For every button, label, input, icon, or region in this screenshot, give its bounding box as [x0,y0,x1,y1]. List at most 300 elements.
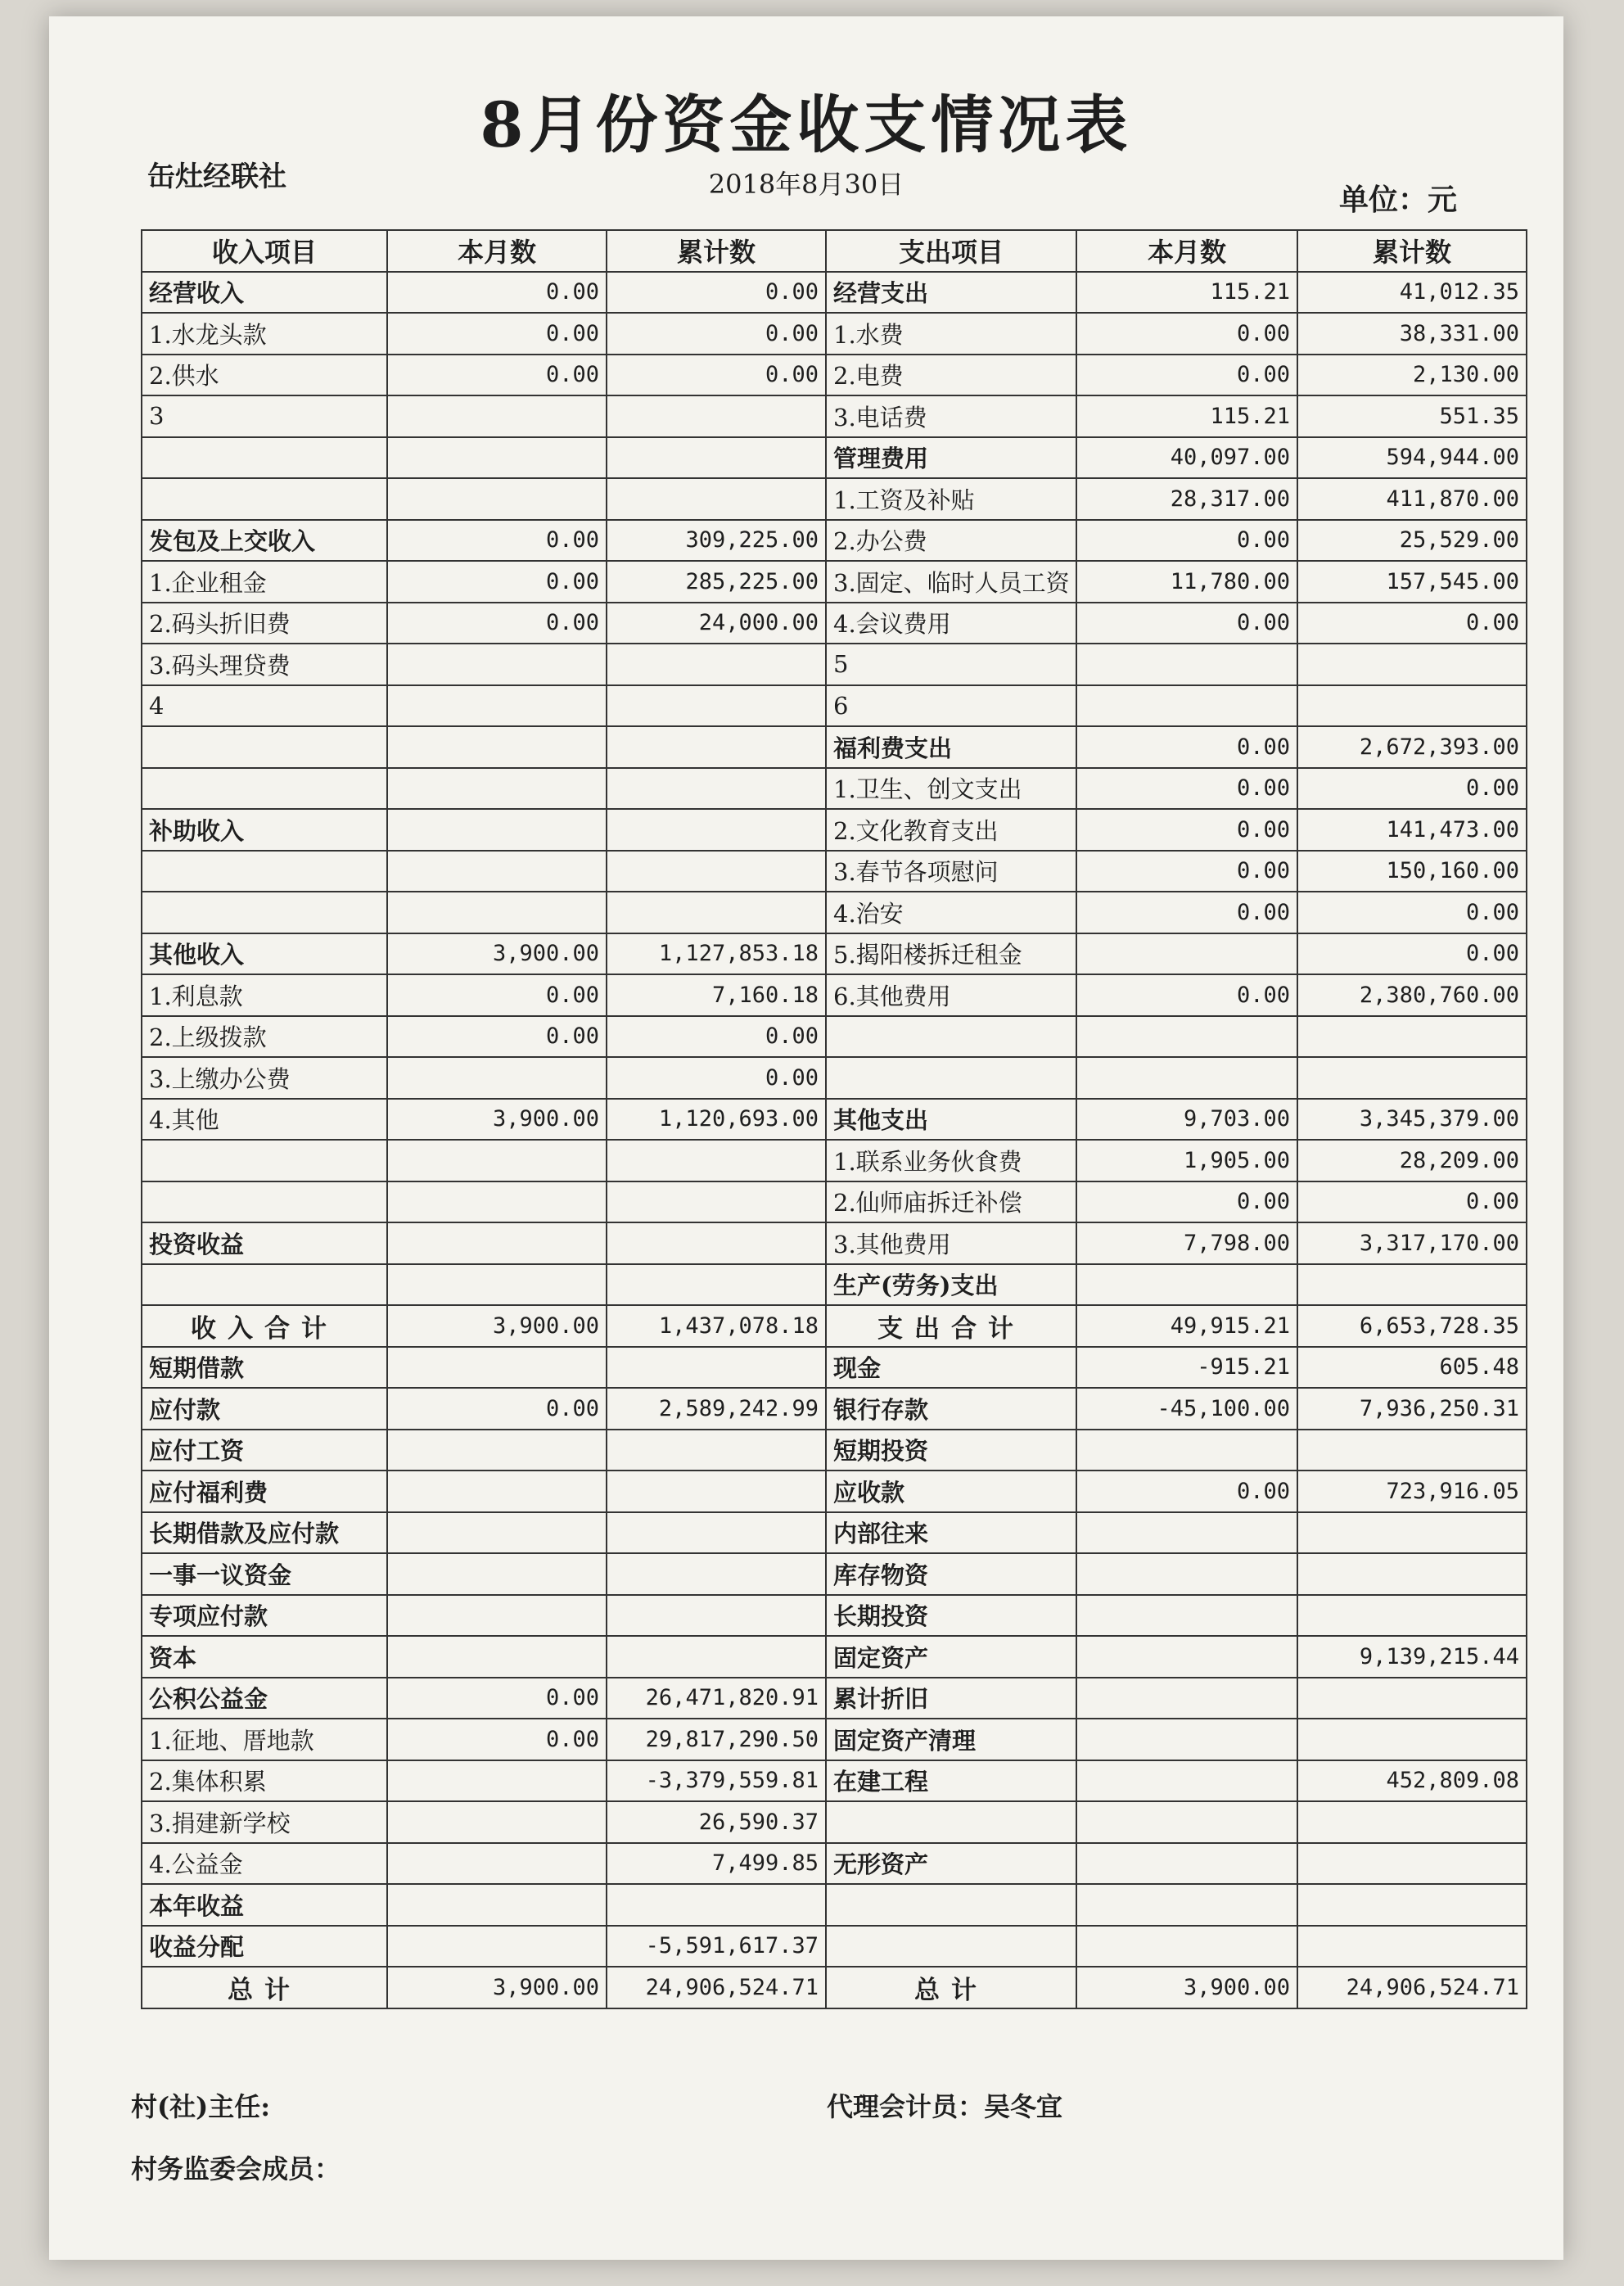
expense-cumulative-cell: 38,331.00 [1297,313,1527,355]
income-month-cell [387,395,607,437]
expense-item-cell: 无形资产 [826,1843,1076,1885]
expense-month-cell: 40,097.00 [1076,437,1297,479]
expense-month-cell [1076,1719,1297,1760]
expense-month-cell: 0.00 [1076,809,1297,851]
expense-month-cell: 9,703.00 [1076,1099,1297,1141]
expense-cumulative-cell: 9,139,215.44 [1297,1636,1527,1678]
expense-cumulative-cell: 24,906,524.71 [1297,1967,1527,2008]
expense-item-cell: 其他支出 [826,1099,1076,1141]
expense-item-cell: 固定资产 [826,1636,1076,1678]
expense-cumulative-cell: 6,653,728.35 [1297,1305,1527,1347]
expense-cumulative-cell: 150,160.00 [1297,851,1527,892]
expense-item-cell: 库存物资 [826,1553,1076,1595]
expense-cumulative-cell: 594,944.00 [1297,437,1527,479]
income-month-cell [387,478,607,520]
expense-item-cell: 应收款 [826,1471,1076,1512]
expense-cumulative-cell: 141,473.00 [1297,809,1527,851]
income-cumulative-cell [607,1512,826,1554]
expense-item-cell: 银行存款 [826,1388,1076,1430]
expense-item-cell: 在建工程 [826,1760,1076,1802]
expense-cumulative-cell: 2,130.00 [1297,355,1527,396]
table-row [142,644,1527,685]
expense-month-cell: 0.00 [1076,520,1297,562]
income-month-cell [387,1181,607,1223]
expense-cumulative-cell [1297,1678,1527,1719]
table-row [142,1719,1527,1760]
header-expense-cumulative: 累计数 [1297,230,1527,272]
expense-month-cell: 0.00 [1076,892,1297,933]
income-cumulative-cell [607,1430,826,1471]
income-item-cell: 应付福利费 [142,1471,387,1512]
table-row [142,933,1527,975]
table-row [142,1305,1527,1347]
income-month-cell [387,1512,607,1554]
income-item-cell: 发包及上交收入 [142,520,387,562]
income-item-cell: 3.上缴办公费 [142,1057,387,1099]
table-row [142,974,1527,1016]
expense-cumulative-cell: 0.00 [1297,892,1527,933]
expense-item-cell: 1.卫生、创文支出 [826,768,1076,810]
income-item-cell: 资本 [142,1636,387,1678]
expense-month-cell [1076,1057,1297,1099]
income-item-cell: 公积公益金 [142,1678,387,1719]
income-month-cell: 0.00 [387,313,607,355]
expense-month-cell [1076,1843,1297,1885]
table-header-row [142,230,1527,272]
income-cumulative-cell: 0.00 [607,313,826,355]
income-cumulative-cell: 29,817,290.50 [607,1719,826,1760]
expense-item-cell: 1.水费 [826,313,1076,355]
income-item-cell: 一事一议资金 [142,1553,387,1595]
expense-cumulative-cell [1297,1057,1527,1099]
income-item-cell [142,437,387,479]
expense-month-cell: 0.00 [1076,974,1297,1016]
organization-name: 缶灶经联社 [147,160,286,193]
income-cumulative-cell [607,892,826,933]
income-cumulative-cell [607,768,826,810]
income-cumulative-cell: 0.00 [607,272,826,314]
income-month-cell [387,1760,607,1802]
income-cumulative-cell: 0.00 [607,355,826,396]
income-cumulative-cell [607,851,826,892]
income-cumulative-cell: 26,471,820.91 [607,1678,826,1719]
expense-item-cell: 支出合计 [826,1305,1076,1347]
income-item-cell [142,1264,387,1306]
income-month-cell [387,1926,607,1967]
expense-item-cell: 4.会议费用 [826,603,1076,644]
expense-month-cell: 0.00 [1076,851,1297,892]
expense-item-cell: 总计 [826,1967,1076,2008]
expense-cumulative-cell [1297,1016,1527,1058]
income-cumulative-cell [607,685,826,727]
income-item-cell: 1.企业租金 [142,561,387,603]
table-row [142,1553,1527,1595]
income-month-cell [387,437,607,479]
income-month-cell: 0.00 [387,1388,607,1430]
expense-cumulative-cell: 723,916.05 [1297,1471,1527,1512]
table-row [142,1678,1527,1719]
table-row [142,892,1527,933]
expense-cumulative-cell: 0.00 [1297,768,1527,810]
income-cumulative-cell [607,1884,826,1926]
income-month-cell: 3,900.00 [387,1967,607,2008]
header-income-cumulative: 累计数 [607,230,826,272]
income-month-cell: 0.00 [387,1719,607,1760]
expense-month-cell: -45,100.00 [1076,1388,1297,1430]
expense-cumulative-cell: 41,012.35 [1297,272,1527,314]
income-item-cell: 总计 [142,1967,387,2008]
income-cumulative-cell [607,1264,826,1306]
unit-label: 单位：元 [1338,183,1457,217]
table-row [142,1388,1527,1430]
income-item-cell: 3.码头理贷费 [142,644,387,685]
expense-month-cell [1076,1884,1297,1926]
income-cumulative-cell: 7,160.18 [607,974,826,1016]
table-row [142,395,1527,437]
expense-item-cell: 短期投资 [826,1430,1076,1471]
header-expense-item: 支出项目 [826,230,1076,272]
expense-item-cell: 6 [826,685,1076,727]
income-month-cell [387,851,607,892]
table-row [142,768,1527,810]
income-item-cell: 4 [142,685,387,727]
income-item-cell: 长期借款及应付款 [142,1512,387,1554]
income-item-cell: 2.供水 [142,355,387,396]
income-cumulative-cell [607,1595,826,1637]
income-cumulative-cell [607,437,826,479]
income-cumulative-cell [607,1222,826,1264]
income-month-cell: 0.00 [387,1678,607,1719]
income-month-cell [387,1471,607,1512]
table-row [142,1801,1527,1843]
income-month-cell [387,768,607,810]
expense-month-cell [1076,1430,1297,1471]
income-cumulative-cell [607,809,826,851]
expense-item-cell: 2.电费 [826,355,1076,396]
expense-cumulative-cell: 551.35 [1297,395,1527,437]
table-row [142,1967,1527,2008]
income-month-cell [387,726,607,768]
expense-month-cell [1076,1926,1297,1967]
expense-month-cell: 49,915.21 [1076,1305,1297,1347]
table-row [142,1347,1527,1389]
expense-month-cell [1076,1264,1297,1306]
table-row [142,1181,1527,1223]
director-signature-label: 村(社)主任: [131,2091,271,2122]
income-item-cell [142,478,387,520]
page-title: 8月份资金收支情况表 [480,88,1133,161]
expense-item-cell [826,1057,1076,1099]
income-item-cell [142,1140,387,1181]
income-month-cell [387,1140,607,1181]
table-row [142,1222,1527,1264]
income-cumulative-cell: 0.00 [607,1057,826,1099]
table-row [142,1057,1527,1099]
expense-cumulative-cell: 7,936,250.31 [1297,1388,1527,1430]
income-item-cell: 2.上级拨款 [142,1016,387,1058]
expense-cumulative-cell [1297,1719,1527,1760]
supervisors-signature-label: 村务监委会成员： [131,2153,341,2184]
expense-item-cell: 内部往来 [826,1512,1076,1554]
expense-cumulative-cell: 25,529.00 [1297,520,1527,562]
income-item-cell [142,768,387,810]
table-row [142,355,1527,396]
income-cumulative-cell [607,478,826,520]
income-month-cell [387,644,607,685]
expense-cumulative-cell: 0.00 [1297,1181,1527,1223]
table-row [142,1760,1527,1802]
expense-cumulative-cell [1297,1926,1527,1967]
income-cumulative-cell [607,726,826,768]
table-row [142,437,1527,479]
income-cumulative-cell: 2,589,242.99 [607,1388,826,1430]
table-row [142,272,1527,314]
table-row [142,1140,1527,1181]
expense-cumulative-cell: 3,345,379.00 [1297,1099,1527,1141]
accountant-signature-label: 代理会计员：吴冬宜 [827,2091,1063,2122]
income-cumulative-cell: 7,499.85 [607,1843,826,1885]
income-cumulative-cell: 1,127,853.18 [607,933,826,975]
report-date: 2018年8月30日 [708,169,904,200]
expense-item-cell: 生产(劳务)支出 [826,1264,1076,1306]
table-row [142,1843,1527,1885]
income-month-cell [387,685,607,727]
income-item-cell: 应付款 [142,1388,387,1430]
expense-cumulative-cell [1297,685,1527,727]
expense-cumulative-cell: 0.00 [1297,933,1527,975]
expense-item-cell: 1.工资及补贴 [826,478,1076,520]
income-item-cell: 1.水龙头款 [142,313,387,355]
expense-item-cell [826,1884,1076,1926]
expense-month-cell [1076,1801,1297,1843]
income-item-cell: 应付工资 [142,1430,387,1471]
income-item-cell [142,892,387,933]
table-row [142,1512,1527,1554]
table-row [142,685,1527,727]
expense-month-cell [1076,1553,1297,1595]
income-item-cell: 补助收入 [142,809,387,851]
income-month-cell: 3,900.00 [387,933,607,975]
income-month-cell [387,1222,607,1264]
income-month-cell: 0.00 [387,974,607,1016]
income-item-cell: 4.其他 [142,1099,387,1141]
expense-cumulative-cell [1297,644,1527,685]
expense-item-cell [826,1926,1076,1967]
income-cumulative-cell: 1,437,078.18 [607,1305,826,1347]
expense-item-cell: 固定资产清理 [826,1719,1076,1760]
income-month-cell [387,1884,607,1926]
income-month-cell [387,1801,607,1843]
table-row [142,1430,1527,1471]
income-cumulative-cell: 285,225.00 [607,561,826,603]
table-body [142,272,1527,2008]
expense-cumulative-cell [1297,1430,1527,1471]
expense-month-cell [1076,1016,1297,1058]
income-cumulative-cell [607,1140,826,1181]
expense-cumulative-cell: 411,870.00 [1297,478,1527,520]
income-item-cell: 收益分配 [142,1926,387,1967]
income-item-cell: 收入合计 [142,1305,387,1347]
income-cumulative-cell: -3,379,559.81 [607,1760,826,1802]
income-month-cell [387,1347,607,1389]
expense-item-cell: 3.固定、临时人员工资 [826,561,1076,603]
expense-item-cell [826,1801,1076,1843]
table-row [142,1595,1527,1637]
income-month-cell: 0.00 [387,561,607,603]
income-cumulative-cell: 0.00 [607,1016,826,1058]
expense-month-cell: 115.21 [1076,272,1297,314]
expense-item-cell: 3.春节各项慰问 [826,851,1076,892]
expense-cumulative-cell [1297,1553,1527,1595]
table-row [142,1926,1527,1967]
expense-item-cell [826,1016,1076,1058]
expense-cumulative-cell: 605.48 [1297,1347,1527,1389]
expense-month-cell: 115.21 [1076,395,1297,437]
income-item-cell: 本年收益 [142,1884,387,1926]
income-month-cell [387,809,607,851]
income-month-cell [387,1595,607,1637]
table-row [142,561,1527,603]
expense-cumulative-cell: 0.00 [1297,603,1527,644]
table-row [142,1884,1527,1926]
expense-cumulative-cell [1297,1801,1527,1843]
income-item-cell: 3.捐建新学校 [142,1801,387,1843]
expense-month-cell: 0.00 [1076,355,1297,396]
income-month-cell: 3,900.00 [387,1099,607,1141]
expense-month-cell [1076,1636,1297,1678]
income-item-cell [142,726,387,768]
income-item-cell: 1.征地、厝地款 [142,1719,387,1760]
expense-month-cell: 0.00 [1076,768,1297,810]
expense-item-cell: 1.联系业务伙食费 [826,1140,1076,1181]
income-month-cell [387,892,607,933]
income-item-cell: 短期借款 [142,1347,387,1389]
expense-item-cell: 4.治安 [826,892,1076,933]
income-item-cell: 2.码头折旧费 [142,603,387,644]
table-row [142,1264,1527,1306]
expense-month-cell [1076,1512,1297,1554]
expense-item-cell: 6.其他费用 [826,974,1076,1016]
expense-month-cell [1076,933,1297,975]
expense-item-cell: 2.文化教育支出 [826,809,1076,851]
expense-month-cell [1076,1760,1297,1802]
expense-item-cell: 2.办公费 [826,520,1076,562]
table-row [142,1636,1527,1678]
income-month-cell [387,1264,607,1306]
table-row [142,809,1527,851]
expense-month-cell: 0.00 [1076,313,1297,355]
expense-month-cell [1076,644,1297,685]
income-month-cell: 0.00 [387,355,607,396]
income-cumulative-cell [607,1181,826,1223]
income-item-cell: 其他收入 [142,933,387,975]
header-income-month: 本月数 [387,230,607,272]
income-item-cell: 经营收入 [142,272,387,314]
expense-cumulative-cell: 3,317,170.00 [1297,1222,1527,1264]
report-sheet [49,16,1563,2260]
expense-cumulative-cell: 452,809.08 [1297,1760,1527,1802]
income-item-cell: 4.公益金 [142,1843,387,1885]
expense-cumulative-cell [1297,1512,1527,1554]
expense-month-cell: 0.00 [1076,726,1297,768]
expense-item-cell: 2.仙师庙拆迁补偿 [826,1181,1076,1223]
income-item-cell: 投资收益 [142,1222,387,1264]
table-row [142,1099,1527,1141]
table-row [142,603,1527,644]
expense-month-cell [1076,1595,1297,1637]
expense-cumulative-cell [1297,1884,1527,1926]
income-month-cell: 3,900.00 [387,1305,607,1347]
finance-table [141,229,1527,2009]
expense-month-cell [1076,1678,1297,1719]
income-cumulative-cell [607,1347,826,1389]
income-cumulative-cell [607,395,826,437]
expense-month-cell: 1,905.00 [1076,1140,1297,1181]
table-row [142,726,1527,768]
income-month-cell [387,1430,607,1471]
expense-cumulative-cell [1297,1595,1527,1637]
expense-item-cell: 长期投资 [826,1595,1076,1637]
expense-cumulative-cell: 2,672,393.00 [1297,726,1527,768]
expense-item-cell: 3.其他费用 [826,1222,1076,1264]
income-month-cell: 0.00 [387,520,607,562]
income-item-cell: 2.集体积累 [142,1760,387,1802]
table-row [142,851,1527,892]
expense-cumulative-cell: 28,209.00 [1297,1140,1527,1181]
expense-item-cell: 5 [826,644,1076,685]
expense-month-cell: 11,780.00 [1076,561,1297,603]
income-cumulative-cell [607,644,826,685]
income-item-cell [142,851,387,892]
table-row [142,478,1527,520]
expense-item-cell: 累计折旧 [826,1678,1076,1719]
income-cumulative-cell: -5,591,617.37 [607,1926,826,1967]
expense-month-cell: 7,798.00 [1076,1222,1297,1264]
income-month-cell [387,1843,607,1885]
expense-month-cell [1076,685,1297,727]
expense-item-cell: 管理费用 [826,437,1076,479]
income-cumulative-cell: 309,225.00 [607,520,826,562]
income-cumulative-cell: 24,906,524.71 [607,1967,826,2008]
income-month-cell [387,1057,607,1099]
income-item-cell: 专项应付款 [142,1595,387,1637]
expense-month-cell: -915.21 [1076,1347,1297,1389]
income-cumulative-cell [607,1553,826,1595]
table-row [142,1016,1527,1058]
income-item-cell: 3 [142,395,387,437]
income-cumulative-cell [607,1636,826,1678]
income-cumulative-cell: 24,000.00 [607,603,826,644]
table-row [142,313,1527,355]
income-cumulative-cell: 1,120,693.00 [607,1099,826,1141]
header-expense-month: 本月数 [1076,230,1297,272]
expense-month-cell: 3,900.00 [1076,1967,1297,2008]
table-row [142,1471,1527,1512]
income-month-cell: 0.00 [387,603,607,644]
income-item-cell: 1.利息款 [142,974,387,1016]
expense-month-cell: 0.00 [1076,603,1297,644]
income-month-cell [387,1553,607,1595]
income-month-cell [387,1636,607,1678]
income-month-cell: 0.00 [387,272,607,314]
expense-month-cell: 0.00 [1076,1471,1297,1512]
expense-cumulative-cell: 2,380,760.00 [1297,974,1527,1016]
expense-item-cell: 经营支出 [826,272,1076,314]
expense-cumulative-cell [1297,1264,1527,1306]
income-month-cell: 0.00 [387,1016,607,1058]
expense-cumulative-cell [1297,1843,1527,1885]
table-row [142,520,1527,562]
